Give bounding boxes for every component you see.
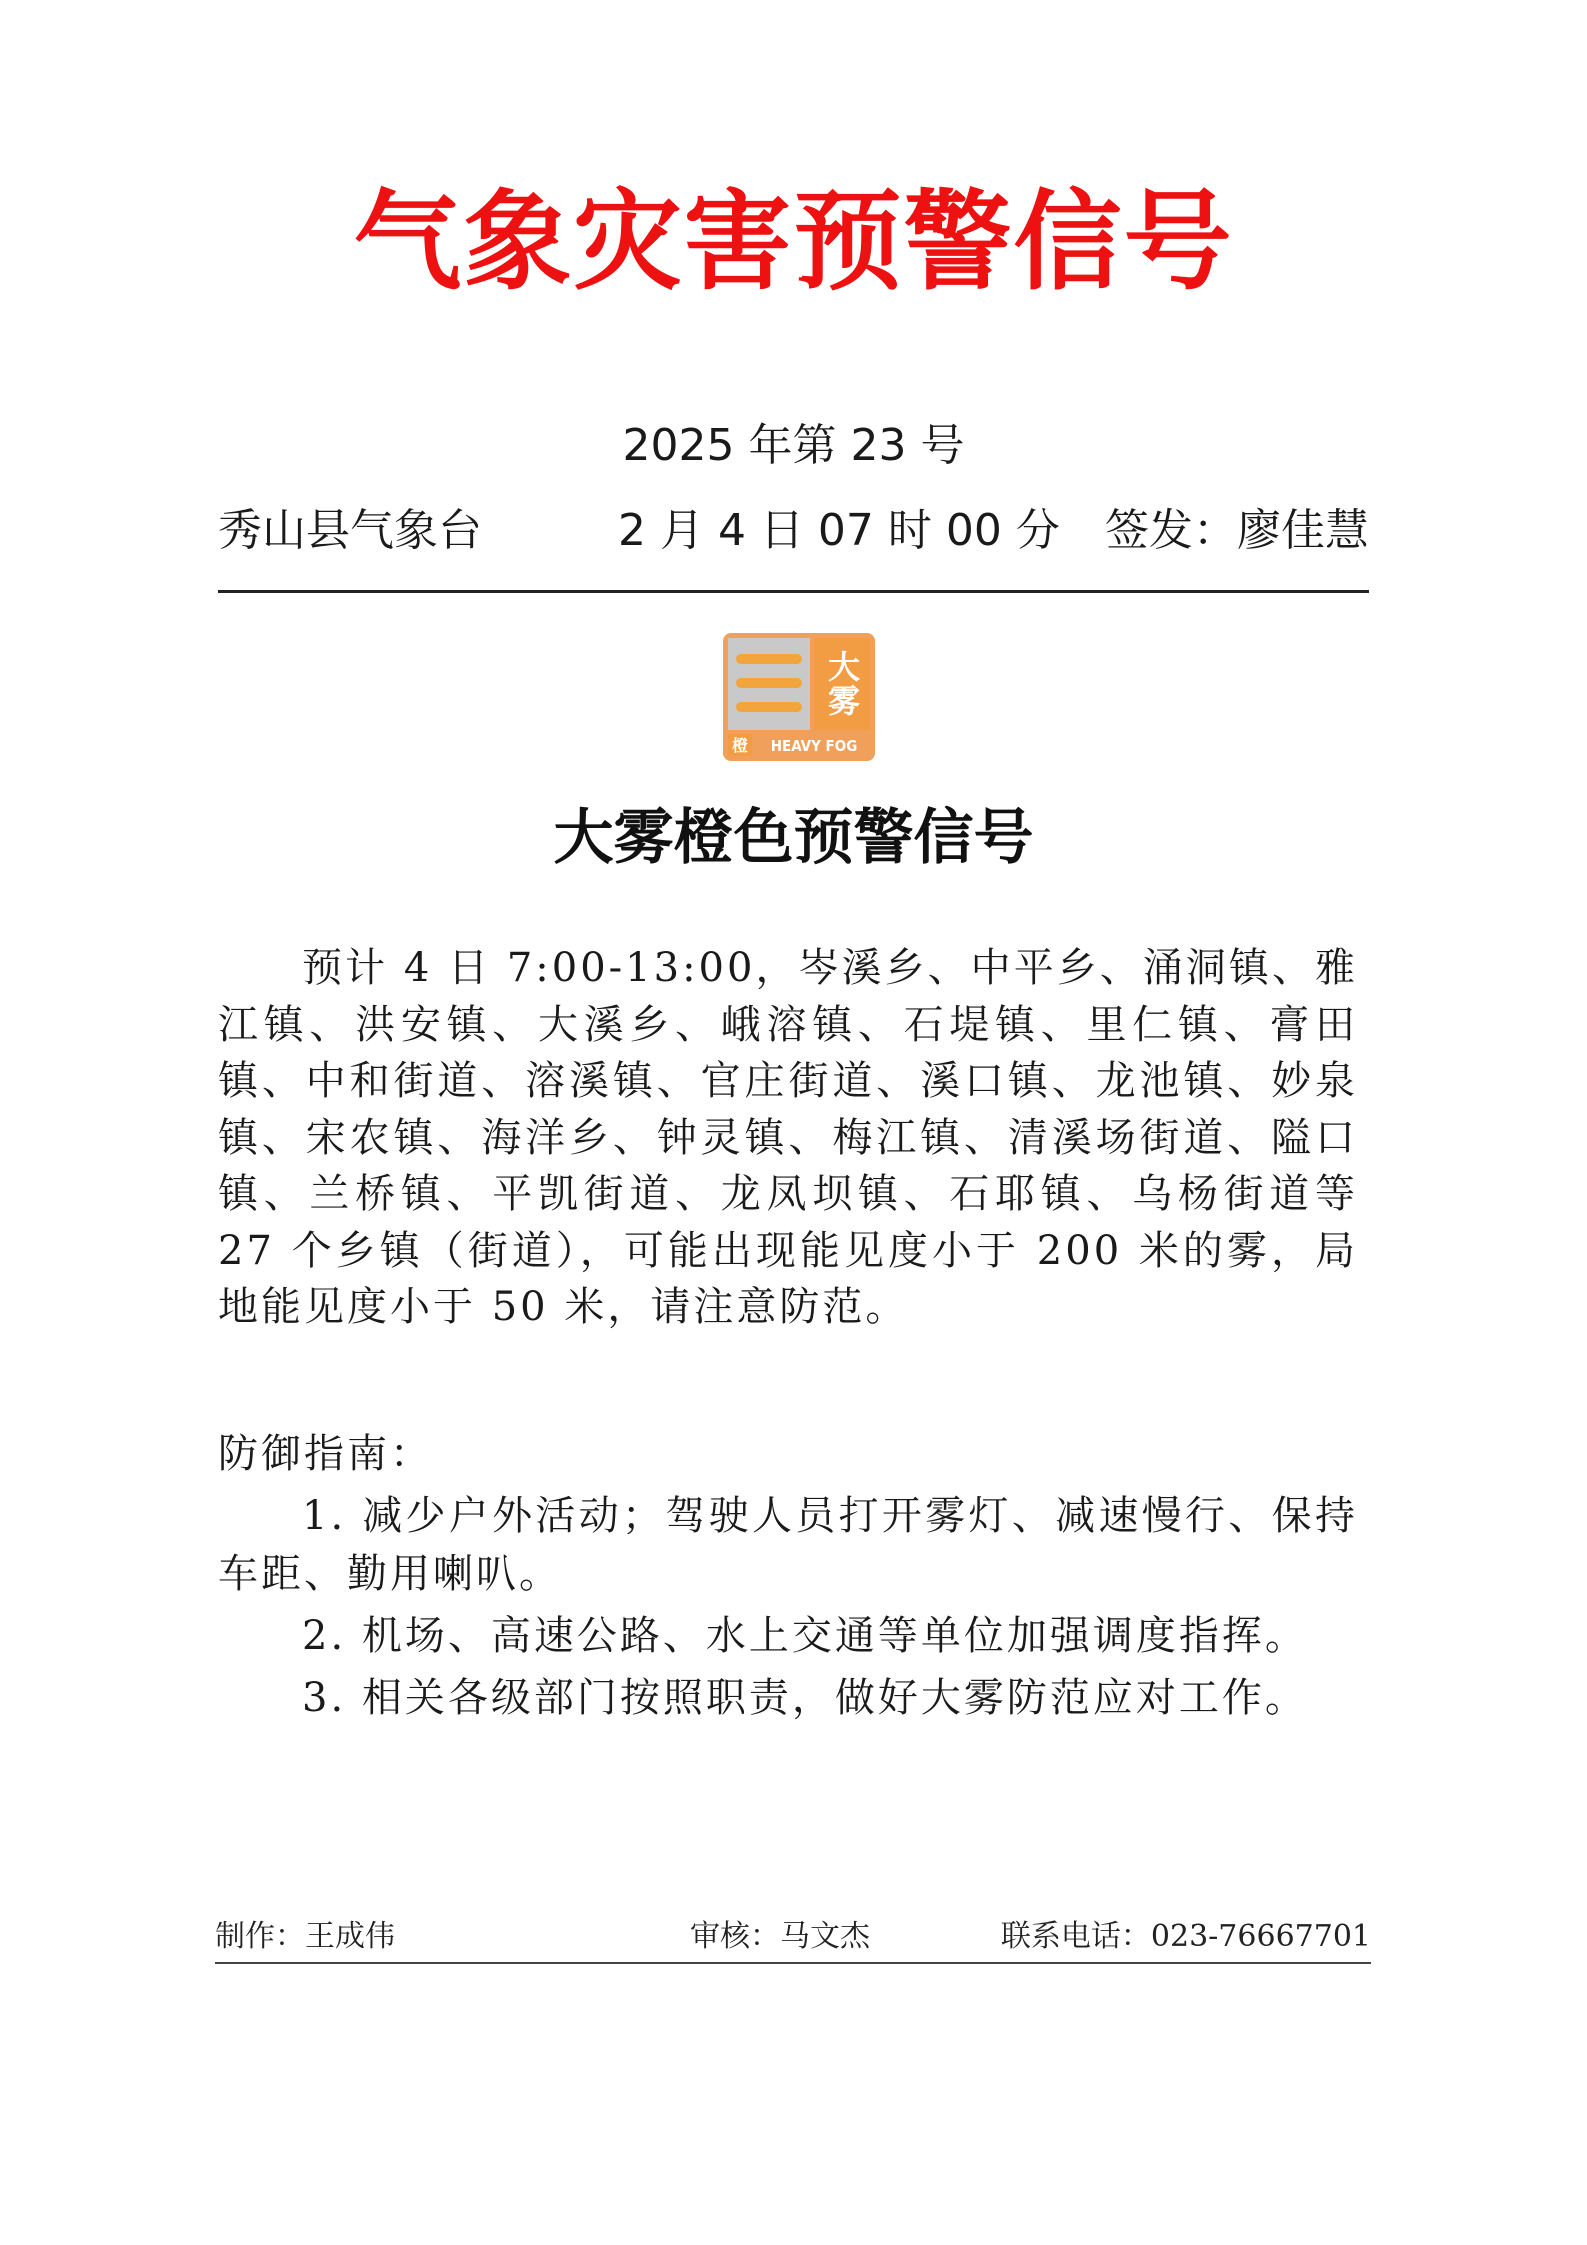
- guide-heading: 防御指南：: [218, 1431, 433, 1477]
- guide-item: 2. 机场、高速公路、水上交通等单位加强调度指挥。: [302, 1613, 1308, 1659]
- defense-guide: [218, 1425, 1358, 1727]
- issuer-name: 秀山县气象台: [218, 505, 482, 556]
- guide-item: 3. 相关各级部门按照职责，做好大雾防范应对工作。: [302, 1675, 1308, 1721]
- signal-title: 大雾橙色预警信号: [553, 803, 1034, 873]
- guide-item: 1. 减少户外活动；驾驶人员打开雾灯、减速慢行、保持车距、勤用喇叭。: [218, 1493, 1358, 1597]
- footer-phone: 联系电话：023-76667701: [1000, 1919, 1371, 1954]
- signer-name: 签发：廖佳慧: [1105, 505, 1369, 556]
- document-meta-row: [218, 503, 1369, 559]
- footer-reviewer: 审核：马文杰: [690, 1919, 870, 1954]
- warning-paragraph: 预计 4 日 7:00-13:00，岑溪乡、中平乡、涌洞镇、雅江镇、洪安镇、大溪乡、峨溶镇、石堤镇、里仁镇、膏田镇、中和街道、溶溪镇、官庄街道、溪口镇、龙池镇、妙泉镇、宋农镇、海洋乡、钟灵镇、梅江镇、清溪场街道、隘口镇、兰桥镇、平凯街道、龙凤坝镇、石耶镇、乌杨街道等 27 个乡镇（街道），可能出现能见度小于 200 米的雾，局地能见度小于 50 米，请注意防范。: [218, 945, 1358, 1330]
- document-footer: [215, 1915, 1371, 1959]
- warning-body: [218, 940, 1358, 1336]
- fog-stripe-3: [736, 702, 802, 712]
- document-main-title: 气象灾害预警信号: [353, 180, 1234, 305]
- signal-icon-cn-text: 大雾: [823, 650, 861, 718]
- fog-stripe-2: [736, 678, 802, 688]
- heavy-fog-orange-signal-icon: [722, 632, 876, 762]
- issue-datetime: 2 月 4 日 07 时 00 分: [618, 505, 1060, 556]
- signal-icon-color-text: 橙: [731, 736, 749, 755]
- issue-number: 2025 年第 23 号: [622, 420, 965, 471]
- signal-icon-en-text: HEAVY FOG: [770, 737, 858, 755]
- footer-maker: 制作：王成伟: [215, 1919, 395, 1954]
- footer-divider: [215, 1962, 1371, 1964]
- header-divider: [218, 590, 1369, 593]
- fog-stripe-1: [736, 654, 802, 664]
